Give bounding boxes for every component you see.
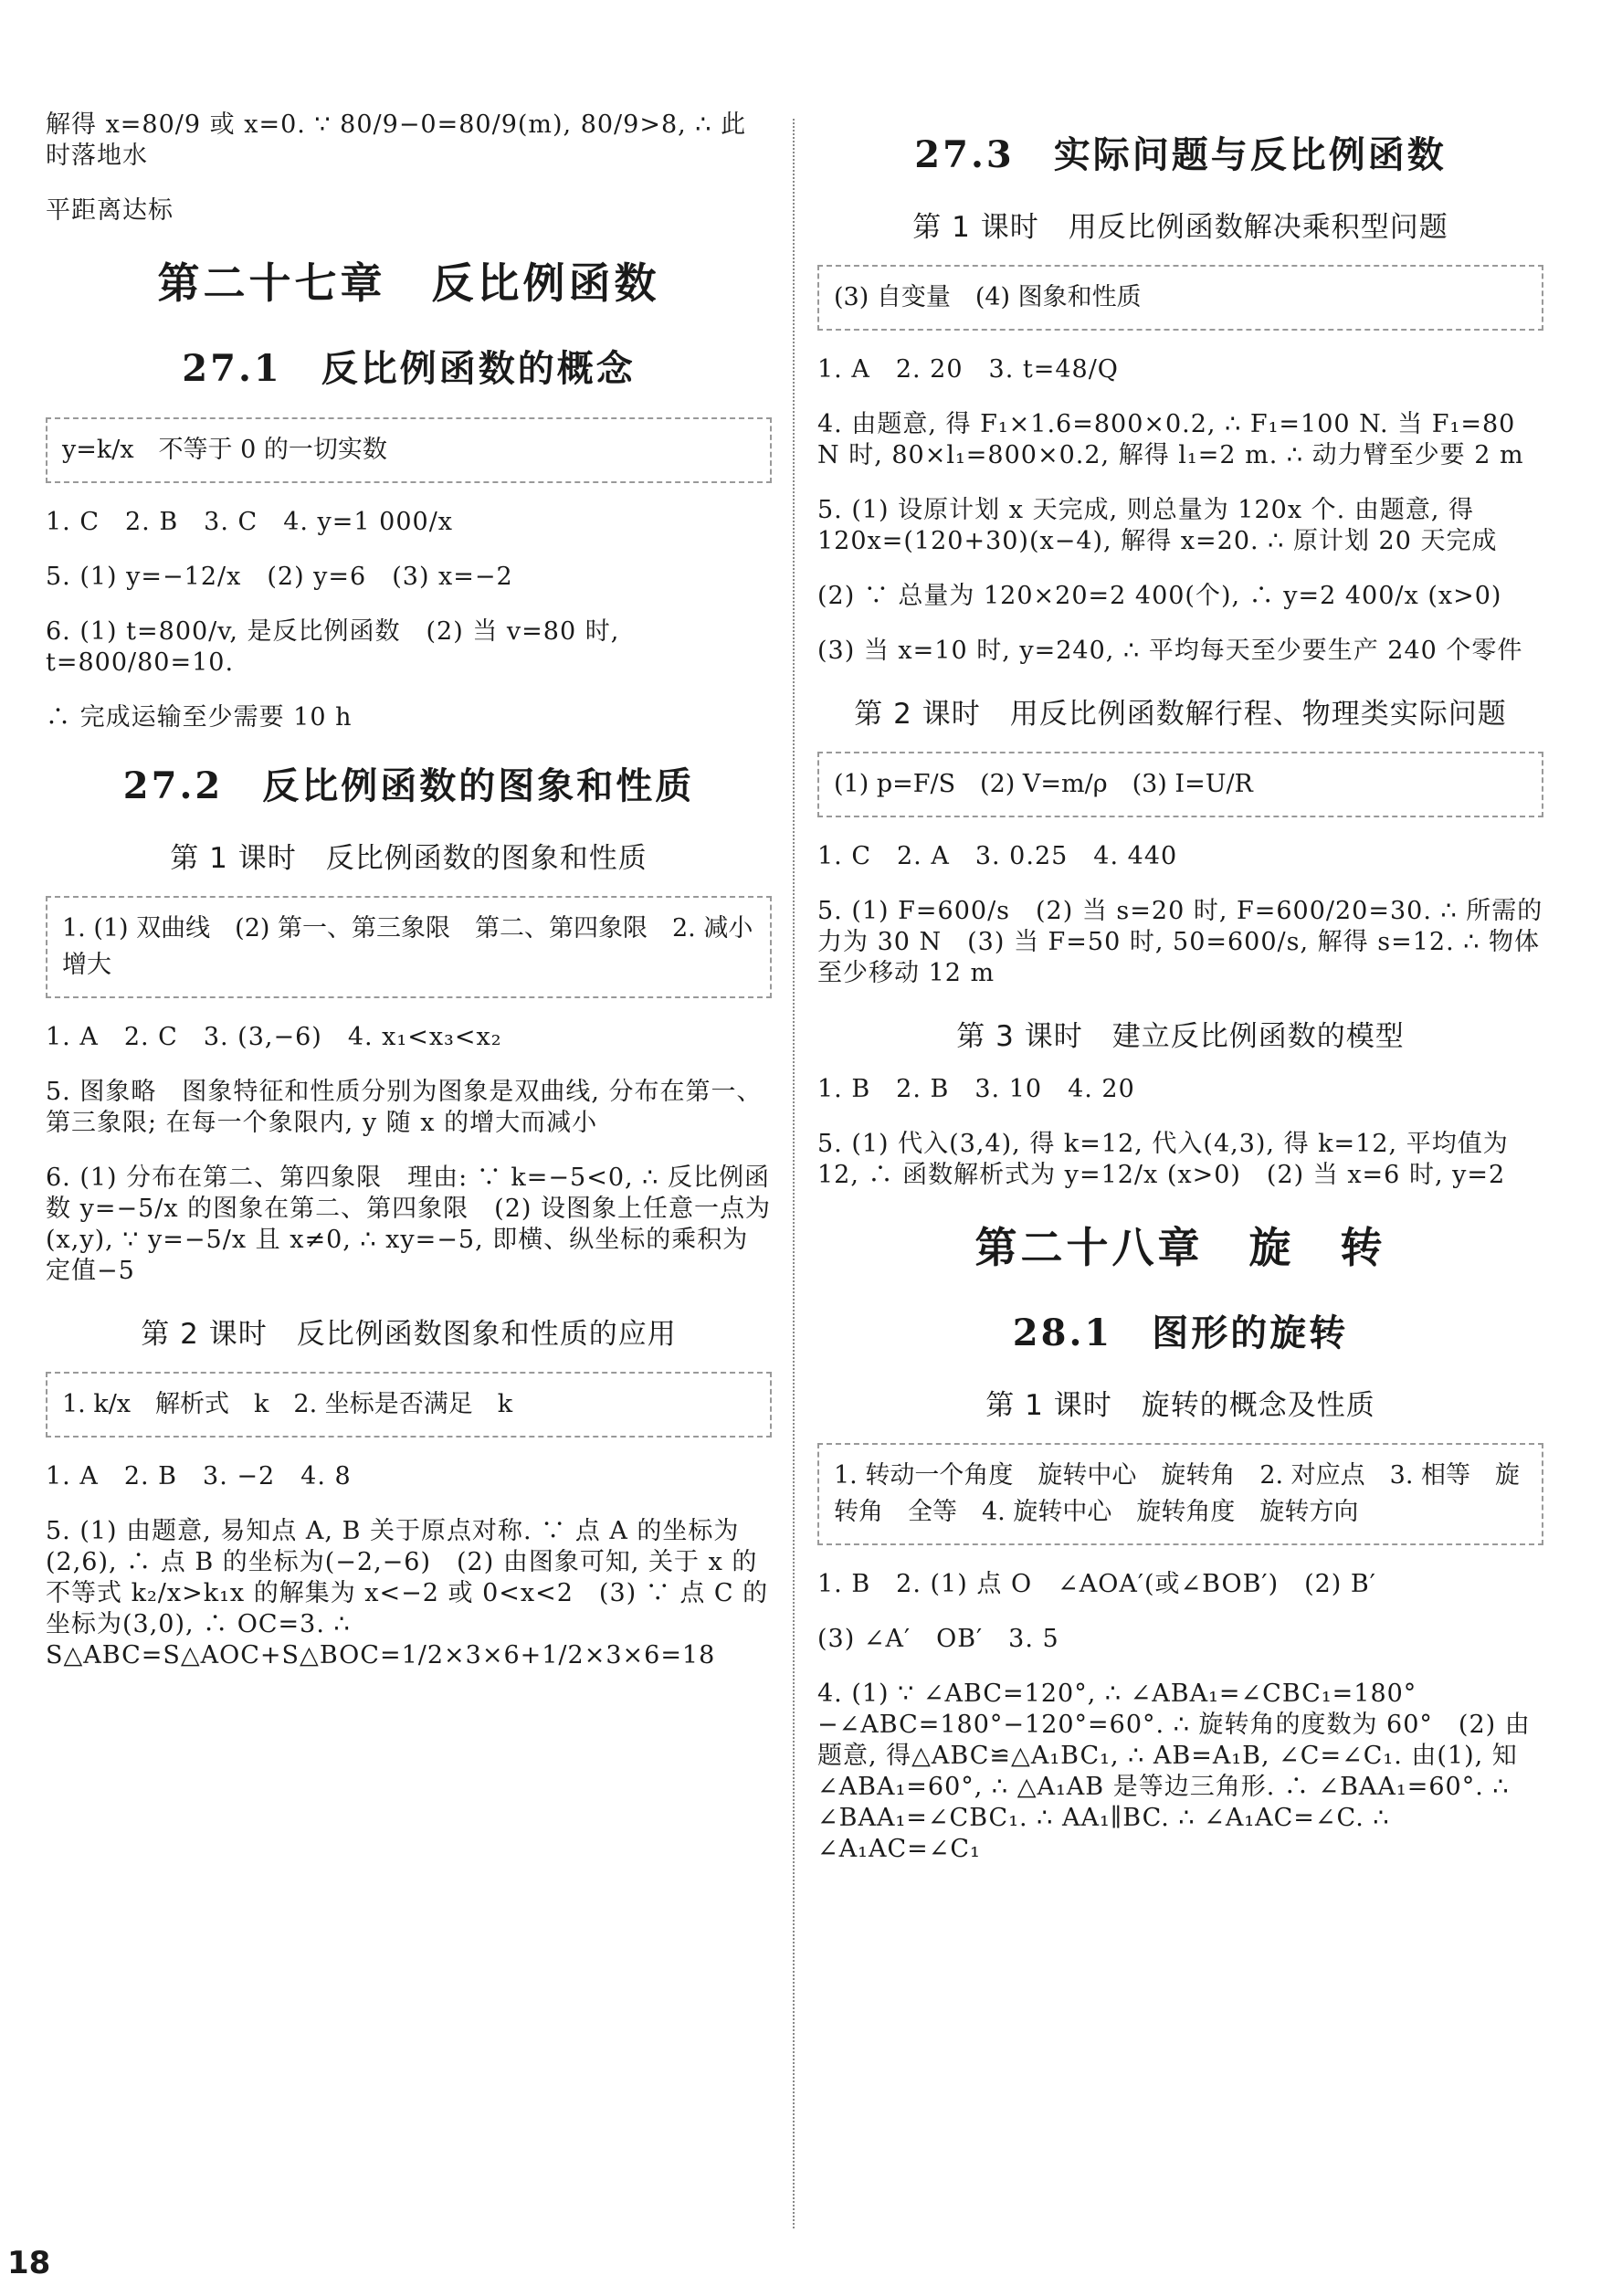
answer-line: 1. C 2. A 3. 0.25 4. 440	[817, 842, 1178, 870]
answer-line: 5. (1) 设原计划 x 天完成, 则总量为 120x 个. 由题意, 得 120x=(120+30)(x−4), 解得 x=20. ∴ 原计划 20 天完成	[817, 496, 1498, 555]
answer-line: 5. (1) F=600/s (2) 当 s=20 时, F=600/20=30. ∴ 所需的力为 30 N (3) 当 F=50 时, 50=600/s, 解得 s=12. ∴ 物体至少移动 12 m	[817, 897, 1543, 987]
lead-line-1: 解得 x=80/9 或 x=0. ∵ 80/9−0=80/9(m), 80/9>8, ∴ 此时落地水	[46, 111, 747, 170]
answer-line: 6. (1) 分布在第二、第四象限 理由: ∵ k=−5<0, ∴ 反比例函数 y=−5/x 的图象在第二、第四象限 (2) 设图象上任意一点为(x,y), ∵ y=−5/x 且 x≠0, ∴ xy=−5, 即横、纵坐标的乘积为定值−5	[46, 1164, 771, 1285]
answer-line: 5. (1) 由题意, 易知点 A, B 关于原点对称. ∵ 点 A 的坐标为(2,6), ∴ 点 B 的坐标为(−2,−6) (2) 由图象可知, 关于 x 的不等式 k₂/x>k₁x 的解集为 x<−2 或 0<x<2 (3) ∵ 点 C 的坐标为(3,0), ∴ OC=3. ∴ S△ABC=S△AOC+S△BOC=1/2×3×6+1/2×3×6=18	[46, 1517, 769, 1669]
summary-box: y=k/x 不等于 0 的一切实数	[46, 417, 772, 483]
section-title: 27.2 反比例函数的图象和性质	[122, 764, 695, 807]
summary-box: 1. (1) 双曲线 (2) 第一、第三象限 第二、第四象限 2. 减小 增大	[46, 896, 772, 998]
section-title: 27.1 反比例函数的概念	[182, 347, 636, 390]
answer-line: 1. A 2. C 3. (3,−6) 4. x₁<x₃<x₂	[46, 1023, 502, 1051]
answer-line: 1. A 2. B 3. −2 4. 8	[46, 1462, 352, 1490]
answer-line: 4. 由题意, 得 F₁×1.6=800×0.2, ∴ F₁=100 N. 当 F₁=80 N 时, 80×l₁=800×0.2, 解得 l₁=2 m. ∴ 动力臂至少要 2 m	[817, 410, 1524, 469]
chapter-title: 第二十七章 反比例函数	[157, 258, 660, 308]
answer-line: (3) ∠A′ OB′ 3. 5	[817, 1625, 1059, 1653]
answer-line: 1. C 2. B 3. C 4. y=1 000/x	[46, 508, 454, 536]
lead-line-2: 平距离达标	[46, 196, 174, 225]
left-column	[46, 110, 778, 1695]
section-title: 27.3 实际问题与反比例函数	[914, 133, 1447, 176]
summary-box: (3) 自变量 (4) 图象和性质	[817, 265, 1543, 331]
answer-line: (3) 当 x=10 时, y=240, ∴ 平均每天至少要生产 240 个零件	[817, 637, 1523, 665]
summary-box: 1. 转动一个角度 旋转中心 旋转角 2. 对应点 3. 相等 旋转角 全等 4. 旋转中心 旋转角度 旋转方向	[817, 1443, 1543, 1545]
answer-line: 5. 图象略 图象特征和性质分别为图象是双曲线, 分布在第一、第三象限; 在每一个象限内, y 随 x 的增大而减小	[46, 1078, 763, 1137]
lesson-title: 第 2 课时 用反比例函数解行程、物理类实际问题	[854, 698, 1507, 731]
section-title: 28.1 图形的旋转	[1012, 1311, 1349, 1354]
lesson-title: 第 1 课时 用反比例函数解决乘积型问题	[912, 211, 1448, 244]
lesson-title: 第 1 课时 反比例函数的图象和性质	[170, 842, 648, 875]
answer-line: ∴ 完成运输至少需要 10 h	[46, 703, 353, 732]
lesson-title: 第 1 课时 旋转的概念及性质	[985, 1389, 1375, 1422]
summary-box: (1) p=F/S (2) V=m/ρ (3) I=U/R	[817, 752, 1543, 817]
right-column	[817, 110, 1543, 1889]
lesson-title: 第 2 课时 反比例函数图象和性质的应用	[141, 1318, 677, 1351]
answer-line: 4. (1) ∵ ∠ABC=120°, ∴ ∠ABA₁=∠CBC₁=180°−∠ABC=180°−120°=60°. ∴ 旋转角的度数为 60° (2) 由题意, 得△ABC≌△A₁BC₁, ∴ AB=A₁B, ∠C=∠C₁. 由(1), 知 ∠ABA₁=60°, ∴ △A₁AB 是等边三角形. ∴ ∠BAA₁=60°. ∴ ∠BAA₁=∠CBC₁. ∴ AA₁∥BC. ∴ ∠A₁AC=∠C. ∴ ∠A₁AC=∠C₁	[817, 1680, 1531, 1863]
answer-line: 1. A 2. 20 3. t=48/Q	[817, 355, 1119, 384]
answer-line: 5. (1) y=−12/x (2) y=6 (3) x=−2	[46, 563, 513, 591]
answer-line: 5. (1) 代入(3,4), 得 k=12, 代入(4,3), 得 k=12, 平均值为 12, ∴ 函数解析式为 y=12/x (x>0) (2) 当 x=6 时, y=2	[817, 1130, 1509, 1189]
answer-line: 1. B 2. (1) 点 O ∠AOA′(或∠BOB′) (2) B′	[817, 1570, 1376, 1598]
summary-box: 1. k/x 解析式 k 2. 坐标是否满足 k	[46, 1372, 772, 1438]
answer-line: 6. (1) t=800/v, 是反比例函数 (2) 当 v=80 时, t=800/80=10.	[46, 617, 620, 677]
column-divider	[793, 119, 795, 2228]
lesson-title: 第 3 课时 建立反比例函数的模型	[956, 1020, 1405, 1053]
answer-line: 1. B 2. B 3. 10 4. 20	[817, 1075, 1135, 1103]
page-number: 18	[7, 2245, 51, 2281]
chapter-title: 第二十八章 旋 转	[974, 1223, 1386, 1272]
answer-line: (2) ∵ 总量为 120×20=2 400(个), ∴ y=2 400/x (x>0)	[817, 582, 1502, 610]
